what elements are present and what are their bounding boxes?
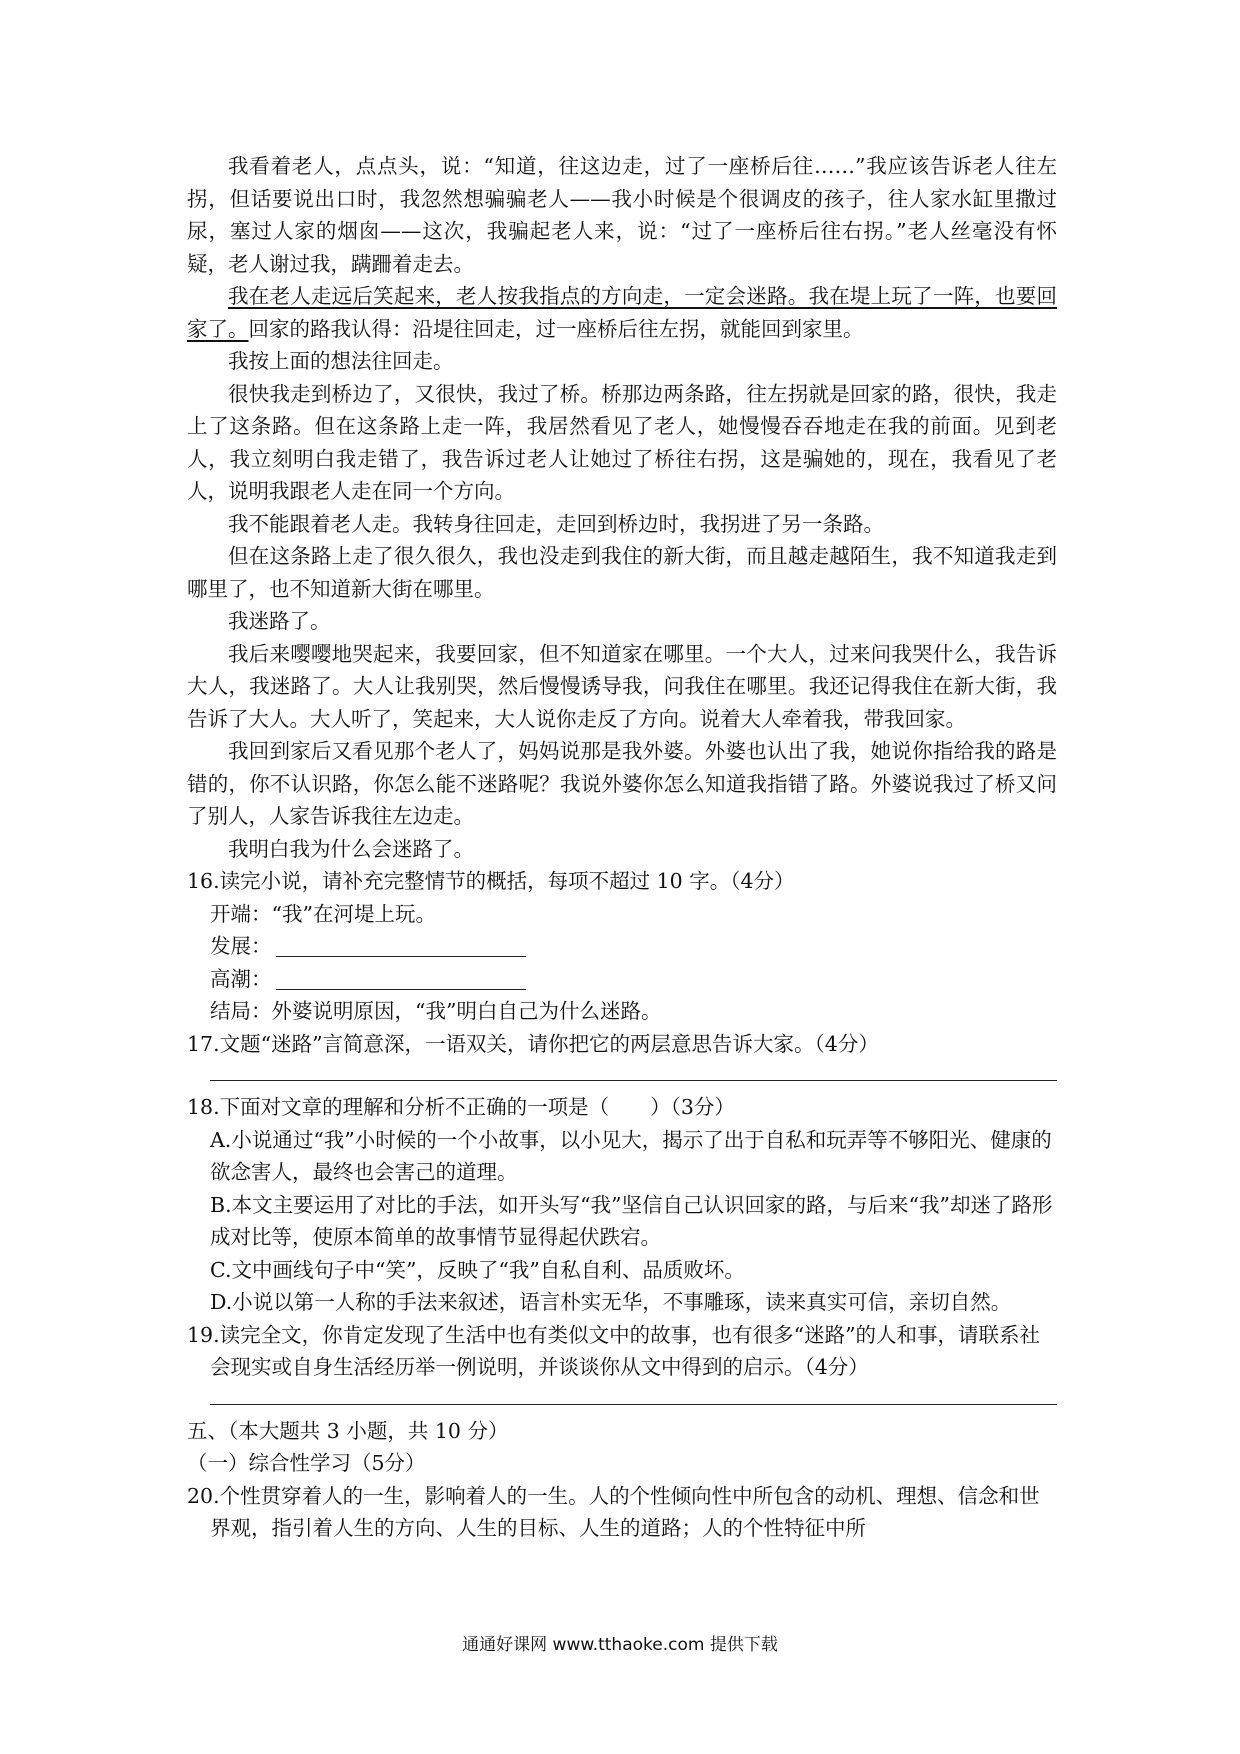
footer-watermark: 通通好课网 www.tthaoke.com 提供下载 bbox=[462, 1635, 778, 1655]
q16-ending: 结局：外婆说明原因，“我”明白自己为什么迷路。 bbox=[210, 999, 662, 1023]
question-19-stem: 19.读完全文，你肯定发现了生活中也有类似文中的故事，也有很多“迷路”的人和事，请联系社会现实或自身生活经历举一例说明，并谈谈你从文中得到的启示。（4分） bbox=[187, 1322, 1041, 1379]
story-paragraph-2 bbox=[187, 280, 1057, 345]
q18-option-d: D.小说以第一人称的手法来叙述，语言朴实无华，不事雕琢，读来真实可信，亲切自然。 bbox=[210, 1290, 1012, 1314]
q16-climax bbox=[187, 963, 1057, 996]
section-5-subtitle: （一）综合性学习（5分） bbox=[187, 1451, 426, 1475]
q16-climax-blank[interactable] bbox=[276, 967, 526, 990]
question-18-stem: 18.下面对文章的理解和分析不正确的一项是（ ）（3分） bbox=[187, 1095, 735, 1119]
q16-start: 开端：“我”在河堤上玩。 bbox=[210, 901, 436, 926]
q17-answer-line[interactable] bbox=[210, 1080, 1057, 1081]
story-paragraph-9: 我回到家后又看见那个老人了，妈妈说那是我外婆。外婆也认出了我，她说你指给我的路是错的，你不认识路，你怎么能不迷路呢？我说外婆你怎么知道我指错了路。外婆说我过了桥又问了别人，人家告诉我往左边走。 bbox=[187, 739, 1057, 828]
q18-option-c: C.文中画线句子中“笑”，反映了“我”自私自利、品质败坏。 bbox=[210, 1257, 745, 1282]
story-paragraph-10: 我明白我为什么会迷路了。 bbox=[228, 836, 474, 861]
question-16-stem: 16.读完小说，请补充完整情节的概括，每项不超过 10 字。（4分） bbox=[187, 869, 795, 893]
story-paragraph-5: 我不能跟着老人走。我转身往回走，走回到桥边时，我拐进了另一条路。 bbox=[228, 511, 884, 536]
q19-answer-line[interactable] bbox=[210, 1404, 1057, 1405]
q16-climax-label: 高潮： bbox=[210, 966, 272, 991]
q16-development-blank[interactable] bbox=[276, 934, 526, 957]
story-paragraph-6: 但在这条路上走了很久很久，我也没走到我住的新大街，而且越走越陌生，我不知道我走到哪里了，也不知道新大街在哪里。 bbox=[187, 544, 1057, 601]
section-5-title: 五、（本大题共 3 小题，共 10 分） bbox=[187, 1418, 509, 1443]
story-paragraph-8: 我后来嘤嘤地哭起来，我要回家，但不知道家在哪里。一个大人，过来问我哭什么，我告诉大人，我迷路了。大人让我别哭，然后慢慢诱导我，问我住在哪里。我还记得我住在新大街，我告诉了大人。大人听了，笑起来，大人说你走反了方向。说着大人牵着我，带我回家。 bbox=[187, 641, 1057, 731]
question-17-stem: 17.文题“迷路”言简意深，一语双关，请你把它的两层意思告诉大家。（4分） bbox=[187, 1031, 879, 1056]
q18-option-a: A.小说通过“我”小时候的一个小故事，以小见大，揭示了出于自私和玩弄等不够阳光、健康的欲念害人，最终也会害己的道理。 bbox=[210, 1127, 1052, 1184]
q16-development bbox=[187, 930, 1057, 963]
underlined-sentence: 我在老人走远后笑起来，老人按我指点的方向走，一定会迷路。我在堤上玩了一阵，也要回家了。 bbox=[187, 284, 1057, 341]
story-paragraph-3: 我按上面的想法往回走。 bbox=[228, 349, 454, 373]
story-paragraph-7: 我迷路了。 bbox=[228, 609, 331, 633]
story-paragraph-1: 我看着老人，点点头，说：“知道，往这边走，过了一座桥后往……”我应该告诉老人往左拐，但话要说出口时，我忽然想骗骗老人——我小时候是个很调皮的孩子，往人家水缸里撒过尿，塞过人家的烟囱——这次，我骗起老人来，说：“过了一座桥后往右拐。”老人丝毫没有怀疑，老人谢过我，蹒跚着走去。 bbox=[187, 154, 1057, 276]
q16-development-label: 发展： bbox=[210, 934, 272, 958]
story-paragraph-2-rest: 回家的路我认得：沿堤往回走，过一座桥后往左拐，就能回到家里。 bbox=[248, 316, 864, 341]
exam-page bbox=[187, 150, 1057, 1545]
q18-option-b: B.本文主要运用了对比的手法，如开头写“我”坚信自己认识回家的路，与后来“我”却迷了路形成对比等，使原本简单的故事情节显得起伏跌宕。 bbox=[210, 1192, 1053, 1249]
story-paragraph-4: 很快我走到桥边了，又很快，我过了桥。桥那边两条路，往左拐就是回家的路，很快，我走上了这条路。但在这条路上走一阵，我居然看见了老人，她慢慢吞吞地走在我的前面。见到老人，我立刻明白我走错了，我告诉过老人让她过了桥往右拐，这是骗她的，现在，我看见了老人，说明我跟老人走在同一个方向。 bbox=[187, 381, 1057, 503]
question-20-stem: 20.个性贯穿着人的一生，影响着人的一生。人的个性倾向性中所包含的动机、理想、信念和世界观，指引着人生的方向、人生的目标、人生的道路；人的个性特征中所 bbox=[187, 1483, 1040, 1540]
